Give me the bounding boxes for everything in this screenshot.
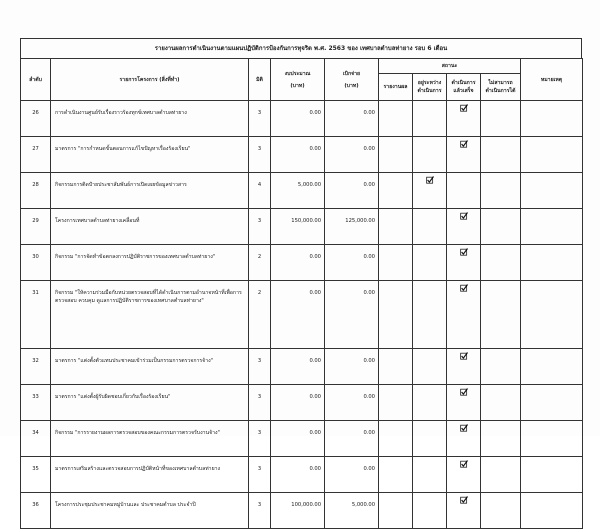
header-status-inprogress: อยู่ระหว่างดำเนินการ — [413, 74, 447, 101]
row-status-inprogress — [413, 281, 447, 349]
checkmark-icon — [460, 140, 468, 148]
row-status-done — [447, 385, 481, 421]
checkmark-icon — [460, 460, 468, 468]
row-remark — [521, 385, 583, 421]
row-status-done — [447, 457, 481, 493]
table-row — [21, 137, 583, 173]
row-status-reported — [379, 385, 413, 421]
row-status-reported — [379, 101, 413, 137]
row-project: กิจกรรม "การจัดทำข้อตกลงการปฏิบัติราชการของเทศบาลตำบลท่ายาง" — [51, 245, 249, 281]
row-status-done — [447, 493, 481, 529]
row-project: กิจกรรม "การรายงานผลการตรวจสอบของคณะกรรมการตรวจรับงานจ้าง" — [51, 421, 249, 457]
row-status-notdone — [481, 173, 521, 209]
row-spent: 0.00 — [325, 349, 379, 385]
row-remark — [521, 349, 583, 385]
table-row — [21, 493, 583, 529]
table-row — [21, 385, 583, 421]
row-dimension: 3 — [249, 137, 271, 173]
row-project: มาตรการเสริมสร้างและตรวจสอบการปฏิบัติหน้าที่ของเทศบาลตำบลท่ายาง — [51, 457, 249, 493]
table-row — [21, 101, 583, 137]
row-project: โครงการประชุมประชาคมหมู่บ้านและ ประชาคมตำบล ประจำปี — [51, 493, 249, 529]
row-dimension: 3 — [249, 457, 271, 493]
row-budget: 0.00 — [271, 101, 325, 137]
table-row — [21, 245, 583, 281]
header-project: รายการโครงการ (สิ่งที่ทำ) — [51, 59, 249, 101]
header-dimension: มิติ — [249, 59, 271, 101]
row-status-reported — [379, 173, 413, 209]
row-status-inprogress — [413, 173, 447, 209]
row-status-reported — [379, 137, 413, 173]
checkmark-icon — [460, 284, 468, 292]
row-status-reported — [379, 281, 413, 349]
row-status-notdone — [481, 421, 521, 457]
row-project: กิจกรรมการติดป้ายประชาสัมพันธ์การเปิดเผยข้อมูลข่าวสาร — [51, 173, 249, 209]
row-dimension: 3 — [249, 349, 271, 385]
report-title: รายงานผลการดำเนินงานตามแผนปฏิบัติการป้องกันการทุจริต พ.ศ. 2563 ของ เทศบาลตำบลท่ายาง รอบ 6 เดือน — [20, 38, 582, 58]
row-spent: 125,000.00 — [325, 209, 379, 245]
row-spent: 5,000.00 — [325, 493, 379, 529]
row-status-notdone — [481, 281, 521, 349]
row-number: 27 — [21, 137, 51, 173]
row-status-inprogress — [413, 209, 447, 245]
header-status: สถานะ — [379, 59, 521, 74]
row-status-done — [447, 101, 481, 137]
row-budget: 100,000.00 — [271, 493, 325, 529]
row-remark — [521, 209, 583, 245]
row-status-notdone — [481, 349, 521, 385]
header-remark: หมายเหตุ — [521, 59, 583, 101]
checkmark-icon — [426, 176, 434, 184]
row-spent: 0.00 — [325, 101, 379, 137]
checkmark-icon — [460, 424, 468, 432]
row-status-notdone — [481, 245, 521, 281]
row-status-done — [447, 349, 481, 385]
row-remark — [521, 245, 583, 281]
row-status-inprogress — [413, 385, 447, 421]
row-budget: 0.00 — [271, 457, 325, 493]
header-spent — [325, 59, 379, 101]
row-remark — [521, 173, 583, 209]
row-remark — [521, 457, 583, 493]
checkmark-icon — [460, 212, 468, 220]
header-budget-unit: (บาท) — [290, 82, 305, 89]
row-budget: 0.00 — [271, 421, 325, 457]
row-status-done — [447, 281, 481, 349]
row-spent: 0.00 — [325, 385, 379, 421]
table-row — [21, 209, 583, 245]
table-row — [21, 457, 583, 493]
row-dimension: 3 — [249, 493, 271, 529]
row-remark — [521, 493, 583, 529]
row-status-notdone — [481, 385, 521, 421]
row-number: 36 — [21, 493, 51, 529]
header-spent-unit: (บาท) — [344, 82, 359, 89]
row-budget: 0.00 — [271, 245, 325, 281]
table-row — [21, 349, 583, 385]
row-status-reported — [379, 349, 413, 385]
row-status-notdone — [481, 457, 521, 493]
row-spent: 0.00 — [325, 173, 379, 209]
row-status-reported — [379, 493, 413, 529]
row-dimension: 3 — [249, 385, 271, 421]
row-status-inprogress — [413, 137, 447, 173]
row-dimension: 2 — [249, 281, 271, 349]
row-status-done — [447, 245, 481, 281]
row-status-notdone — [481, 137, 521, 173]
row-dimension: 4 — [249, 173, 271, 209]
row-project: กิจกรรม "ให้ความร่วมมือกับหน่วยตรวจสอบที่ได้ดำเนินการตามอำนาจหน้าที่เพื่อการตรวจสอบ ควบคุม ดูแลการปฏิบัติราชการของเทศบาลตำบลท่ายาง" — [51, 281, 249, 349]
row-number: 28 — [21, 173, 51, 209]
row-project: การดำเนินงานศูนย์รับเรื่องราวร้องทุกข์เทศบาลตำบลท่ายาง — [51, 101, 249, 137]
checkmark-icon — [460, 388, 468, 396]
header-no: ลำดับ — [21, 59, 51, 101]
header-spent-label: เบิกจ่าย — [342, 70, 361, 77]
row-status-reported — [379, 421, 413, 457]
row-budget: 0.00 — [271, 349, 325, 385]
row-number: 29 — [21, 209, 51, 245]
row-project: มาตรการ "แต่งตั้งตัวแทนประชาคมเข้าร่วมเป็นกรรมการตรวจการจ้าง" — [51, 349, 249, 385]
row-dimension: 3 — [249, 421, 271, 457]
row-status-inprogress — [413, 421, 447, 457]
row-dimension: 3 — [249, 209, 271, 245]
row-number: 26 — [21, 101, 51, 137]
row-dimension: 3 — [249, 101, 271, 137]
row-number: 34 — [21, 421, 51, 457]
row-spent: 0.00 — [325, 137, 379, 173]
header-budget-label: งบประมาณ — [284, 70, 311, 77]
report-table — [20, 58, 583, 529]
row-number: 30 — [21, 245, 51, 281]
row-status-done — [447, 421, 481, 457]
row-spent: 0.00 — [325, 245, 379, 281]
row-budget: 150,000.00 — [271, 209, 325, 245]
row-number: 35 — [21, 457, 51, 493]
row-status-reported — [379, 457, 413, 493]
row-remark — [521, 137, 583, 173]
row-status-reported — [379, 209, 413, 245]
header-status-done: ดำเนินการแล้วเสร็จ — [447, 74, 481, 101]
row-budget: 0.00 — [271, 385, 325, 421]
row-remark — [521, 281, 583, 349]
row-project: มาตรการ "แต่งตั้งผู้รับผิดชอบเกี่ยวกับเรื่องร้องเรียน" — [51, 385, 249, 421]
table-row — [21, 281, 583, 349]
row-status-done — [447, 137, 481, 173]
row-budget: 5,000.00 — [271, 173, 325, 209]
row-number: 31 — [21, 281, 51, 349]
row-project: โครงการเทศบาลตำบลท่ายางเคลื่อนที่ — [51, 209, 249, 245]
row-project: มาตรการ "การกำหนดขั้นตอนการแก้ไขปัญหาเรื่องร้องเรียน" — [51, 137, 249, 173]
row-budget: 0.00 — [271, 137, 325, 173]
row-status-done — [447, 209, 481, 245]
row-spent: 0.00 — [325, 457, 379, 493]
row-status-inprogress — [413, 101, 447, 137]
checkmark-icon — [460, 104, 468, 112]
row-remark — [521, 101, 583, 137]
row-status-inprogress — [413, 349, 447, 385]
row-dimension: 2 — [249, 245, 271, 281]
row-status-notdone — [481, 101, 521, 137]
row-spent: 0.00 — [325, 421, 379, 457]
row-remark — [521, 421, 583, 457]
row-status-done — [447, 173, 481, 209]
checkmark-icon — [460, 248, 468, 256]
row-status-notdone — [481, 209, 521, 245]
table-row — [21, 421, 583, 457]
row-status-inprogress — [413, 245, 447, 281]
header-status-reported: รายงานผล — [379, 74, 413, 101]
header-budget — [271, 59, 325, 101]
row-number: 33 — [21, 385, 51, 421]
row-number: 32 — [21, 349, 51, 385]
row-spent: 0.00 — [325, 281, 379, 349]
checkmark-icon — [460, 352, 468, 360]
row-status-inprogress — [413, 457, 447, 493]
row-status-reported — [379, 245, 413, 281]
row-status-inprogress — [413, 493, 447, 529]
header-status-notdone: ไม่สามารถดำเนินการได้ — [481, 74, 521, 101]
table-row — [21, 173, 583, 209]
row-budget: 0.00 — [271, 281, 325, 349]
row-status-notdone — [481, 493, 521, 529]
checkmark-icon — [460, 496, 468, 504]
